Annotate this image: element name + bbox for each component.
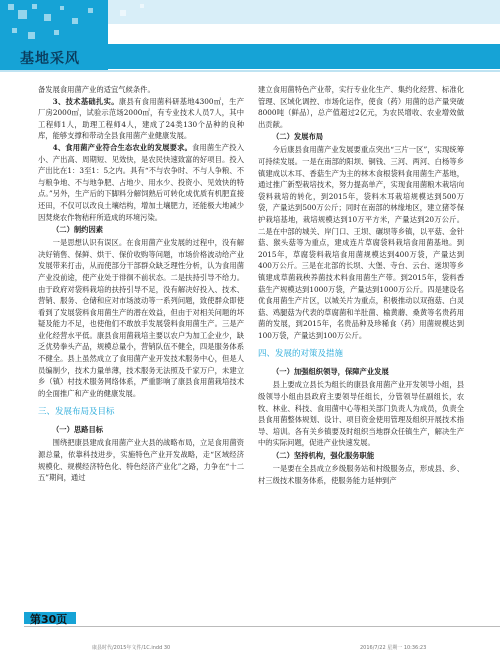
decor-square [72, 18, 78, 24]
decor-square [44, 14, 51, 21]
paragraph: 县上要成立县长为组长的康县食用菌产业开发领导小组，县级领导小组由县政府主要领导任组长，分管领导任副组长，农牧、林业、科技、食用菌中心等相关部门负责人为成员，负责全县食用菌整体规划、设计、项目资金使用管理及组织开展技术指导、培训。各有关乡镇要及时组织当地群众任镇生产，解决生产中的实际问题，促进产业快速发展。 [258, 380, 464, 448]
section-heading: 四、发展的对策及措施 [258, 349, 344, 360]
paragraph-lead: 4、食用菌产业符合生态农业的发展要求。 [52, 142, 192, 152]
paragraph [38, 142, 244, 223]
paragraph: 备发展食用菌产业的适宜气候条件。 [38, 85, 155, 94]
footer-file-meta: 康县时代/2015年文件/1C.indd 30 [92, 645, 171, 651]
header-underline [0, 70, 500, 72]
paragraph: 建立食用菌特色产业带，实行专业化生产、集约化经营、标准化管理、区域化调控、市场化运作，使食（药）用菌的总产量突破8000吨（鲜品），总产值超过2亿元，为农民增收、农业增效做出贡献。 [258, 85, 464, 129]
page-header [0, 0, 500, 92]
footer-divider [24, 626, 500, 627]
left-column [38, 84, 244, 484]
decor-square [60, 6, 64, 10]
paragraph: 围绕把康县建成食用菌产业大县的战略布局，立足食用菌资源总量，依靠科技进步，实施特色产业开发战略，走“区域经济规模化、规模经济特色化、特色经济产业化”之路，力争在“十二五”期间，通过 [38, 438, 244, 483]
subheading: （二）制约因素 [52, 225, 104, 235]
right-column [258, 84, 464, 486]
decor-square [8, 4, 14, 10]
subheading: （二）坚持机构，强化服务职能 [272, 451, 375, 461]
decor-square [18, 10, 27, 19]
paragraph-text: 康县有食用菌科研基地4300㎡，生产厂房2000㎡，试验示范场2000㎡，有专业技术人员7人，其中工程师1人，助理工程师4人，建成了24类130个品种的良种库，能够支撑和带动全县食用菌产业健康发展。 [38, 96, 244, 141]
paragraph [38, 96, 244, 142]
decor-square [88, 8, 93, 13]
footer-date-meta: 2016/7/22 星期一 10:36:23 [360, 645, 427, 651]
paragraph: 一是思想认识有误区。在食用菌产业发展的过程中，没有解决好销售、保鲜、烘干、保价收购等问题，市场价格波动给产业发展带来打击，从而使部分干部群众缺乏理性分析，认为食用菌产业没前途，使产业处于徘徊不前状态。二是扶持引导不给力。由于政府对袋料栽培的扶持引导不足，没有解决好投入、技术、营销、服务、仓储和应对市场波动等一系列问题，致使群众即使看到了发展袋料食用菌生产的潜在效益，但由于对相关问题的坏疑及能力不足，也使他们不敢放手发展袋料食用菌生产。三是产业化经营水平低。康县食用菌栽培主要以农户为加工企业少，缺乏优势拳头产品，规模总量小，营销队伍不健全，四是服务体系不健全。县上虽然成立了食用菌产业开发技术服务中心，但是人员编制少，技术力量单薄，技术服务无法照及千家万户，未建立乡（镇）村技术服务网络体系，严重影响了康县食用菌栽培技术的全面推广和产业的健康发展。 [38, 238, 244, 398]
subheading: （二）发展布局 [272, 132, 324, 142]
decor-square [120, 10, 126, 16]
paragraph-lead: 3、技术基础扎实。 [52, 96, 119, 106]
paragraph-text: 食用菌生产投入小、产出高、周期短、见效快，是农民快速致富的好项目。投入产出比在1：3至1：5之内。具有“不与农争时、不与人争粮、不与粮争地、不与地争肥、占地少、用水少、投资小、见效快的特点。”另外，生产后的下脚料分解饲熟后可转化成优质有机肥直接还田，不仅可以改良土壤结构，增加土壤肥力，还能极大地减少因焚烧农作物秸秆所造成的环境污染。 [38, 142, 244, 222]
decor-square [54, 30, 59, 35]
section-heading: 三、发展布局及目标 [38, 407, 115, 418]
subheading: （一）加强组织领导，保障产业发展 [272, 367, 389, 377]
subheading: （一）思路目标 [52, 425, 104, 435]
paragraph: 今后康县食用菌产业发展要重点突出“三片一区”，实现统筹可持续发展。一是在南部的阳坝、铜钱、三河、两河、白杨等乡镇建成以木耳、香菇生产为主的林木食根袋料食用菌生产基地，通过推广新型栽培技术，努力提高单产，实现食用菌粮木栽培向袋料栽培的转化，到2015年，袋料木耳栽培规模达到500万袋，产量达到500万公斤；同时在南部的林缘地区，建立猪苓保护栽培基地，栽培规模达到10万平方米，产量达到20万公斤。二是在中部的城关、岸门口、王坝、碾坝等乡镇，以平菇、金针菇、猴头菇等为重点，建成连片草腐袋料栽培食用菌基地。到2015年，草腐袋料栽培食用菌规模达到400万袋，产量达到400万公斤。三是在北部的长坝、大堡、寺台、云台、迷坝等乡镇建成草菌栽秧养菌技术料食用菌生产带。到2015年，袋料香菇生产规模达到1000万袋，产量达到1000万公斤。四是建设名优食用菌生产片区，以城关片为重点，积极推动以双孢菇、白灵菇、鸡腿菇为代表的草腐菌和羊肚菌、榆黄蘑、桑黄等名贵药用菌的发展，到2015年，名贵品种及珍稀食（药）用菌规模达到100万袋，产量达到100万公斤。 [258, 145, 464, 340]
decor-square [140, 4, 144, 8]
paragraph: 一是要在全县成立乡级服务站和村级服务点，形成县、乡、村三级技术服务体系，使服务能力延伸到产 [258, 464, 464, 485]
decor-square [32, 4, 37, 9]
decor-square [12, 28, 17, 33]
page-number: 第30页 [30, 613, 68, 626]
section-title: 基地采风 [20, 51, 80, 67]
decor-square [28, 32, 35, 39]
